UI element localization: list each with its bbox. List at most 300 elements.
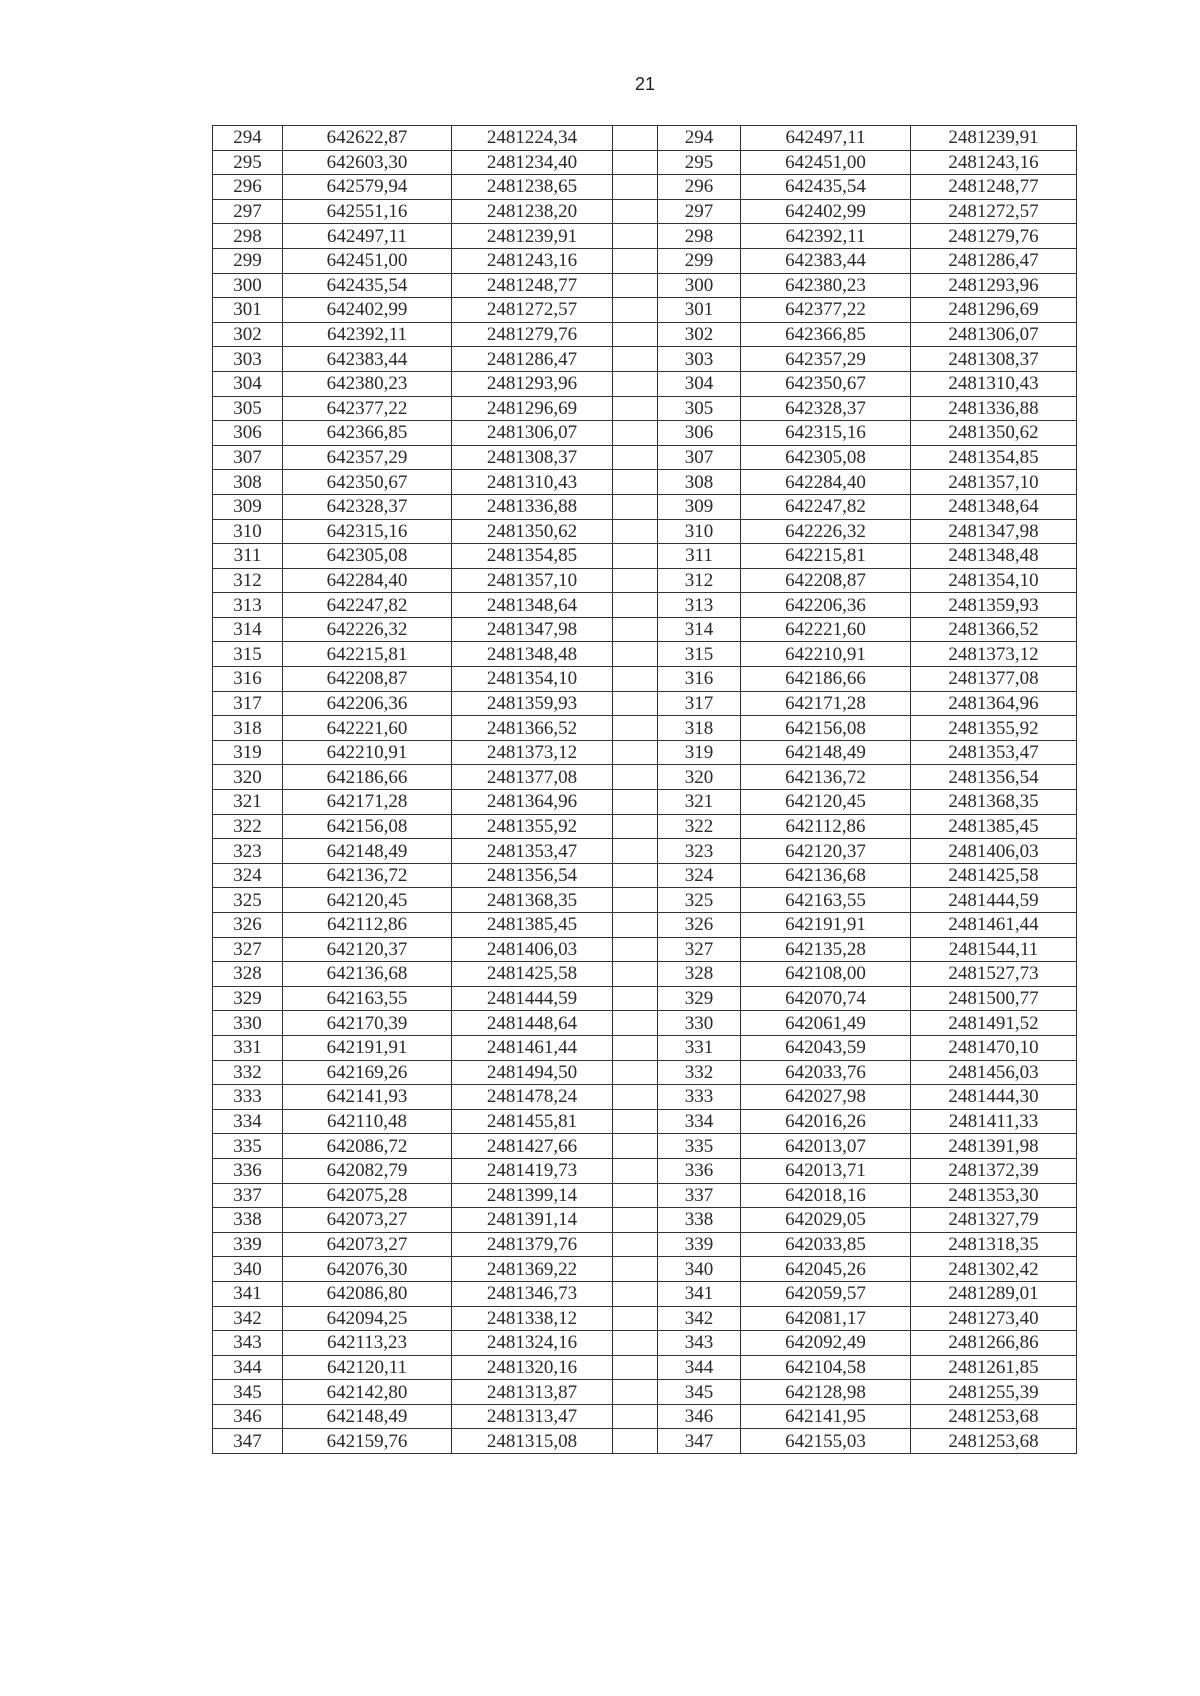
empty-spacer-cell bbox=[613, 1355, 658, 1380]
y-coordinate-left: 2481293,96 bbox=[452, 371, 613, 396]
point-number-right: 303 bbox=[658, 347, 741, 372]
x-coordinate-right: 642081,17 bbox=[741, 1306, 911, 1331]
point-number-left: 316 bbox=[213, 667, 283, 692]
empty-spacer-cell bbox=[613, 913, 658, 938]
point-number-left: 346 bbox=[213, 1404, 283, 1429]
point-number-right: 334 bbox=[658, 1109, 741, 1134]
y-coordinate-left: 2481308,37 bbox=[452, 445, 613, 470]
y-coordinate-right: 2481491,52 bbox=[911, 1011, 1077, 1036]
point-number-right: 302 bbox=[658, 322, 741, 347]
x-coordinate-left: 642377,22 bbox=[283, 396, 452, 421]
table-row bbox=[213, 1331, 1077, 1356]
point-number-left: 331 bbox=[213, 1035, 283, 1060]
point-number-right: 340 bbox=[658, 1257, 741, 1282]
x-coordinate-left: 642142,80 bbox=[283, 1380, 452, 1405]
y-coordinate-left: 2481239,91 bbox=[452, 224, 613, 249]
y-coordinate-left: 2481455,81 bbox=[452, 1109, 613, 1134]
table-row bbox=[213, 544, 1077, 569]
empty-spacer-cell bbox=[613, 519, 658, 544]
table-row bbox=[213, 519, 1077, 544]
x-coordinate-right: 642043,59 bbox=[741, 1035, 911, 1060]
x-coordinate-right: 642186,66 bbox=[741, 667, 911, 692]
y-coordinate-left: 2481238,20 bbox=[452, 199, 613, 224]
y-coordinate-right: 2481350,62 bbox=[911, 421, 1077, 446]
x-coordinate-left: 642156,08 bbox=[283, 814, 452, 839]
empty-spacer-cell bbox=[613, 1429, 658, 1454]
point-number-left: 343 bbox=[213, 1331, 283, 1356]
y-coordinate-right: 2481377,08 bbox=[911, 667, 1077, 692]
empty-spacer-cell bbox=[613, 224, 658, 249]
x-coordinate-left: 642113,23 bbox=[283, 1331, 452, 1356]
y-coordinate-left: 2481425,58 bbox=[452, 962, 613, 987]
table-row bbox=[213, 568, 1077, 593]
y-coordinate-left: 2481385,45 bbox=[452, 913, 613, 938]
point-number-left: 337 bbox=[213, 1183, 283, 1208]
y-coordinate-right: 2481456,03 bbox=[911, 1060, 1077, 1085]
y-coordinate-right: 2481368,35 bbox=[911, 790, 1077, 815]
y-coordinate-left: 2481350,62 bbox=[452, 519, 613, 544]
point-number-right: 322 bbox=[658, 814, 741, 839]
x-coordinate-right: 642357,29 bbox=[741, 347, 911, 372]
point-number-right: 301 bbox=[658, 298, 741, 323]
empty-spacer-cell bbox=[613, 814, 658, 839]
y-coordinate-left: 2481391,14 bbox=[452, 1208, 613, 1233]
point-number-right: 329 bbox=[658, 986, 741, 1011]
point-number-right: 333 bbox=[658, 1085, 741, 1110]
empty-spacer-cell bbox=[613, 962, 658, 987]
y-coordinate-left: 2481427,66 bbox=[452, 1134, 613, 1159]
point-number-right: 342 bbox=[658, 1306, 741, 1331]
table-row bbox=[213, 1158, 1077, 1183]
x-coordinate-left: 642392,11 bbox=[283, 322, 452, 347]
point-number-right: 324 bbox=[658, 863, 741, 888]
y-coordinate-right: 2481302,42 bbox=[911, 1257, 1077, 1282]
y-coordinate-right: 2481243,16 bbox=[911, 150, 1077, 175]
y-coordinate-left: 2481359,93 bbox=[452, 691, 613, 716]
table-row bbox=[213, 199, 1077, 224]
x-coordinate-right: 642380,23 bbox=[741, 273, 911, 298]
y-coordinate-right: 2481348,48 bbox=[911, 544, 1077, 569]
empty-spacer-cell bbox=[613, 371, 658, 396]
x-coordinate-right: 642027,98 bbox=[741, 1085, 911, 1110]
y-coordinate-right: 2481272,57 bbox=[911, 199, 1077, 224]
empty-spacer-cell bbox=[613, 1306, 658, 1331]
y-coordinate-left: 2481272,57 bbox=[452, 298, 613, 323]
empty-spacer-cell bbox=[613, 888, 658, 913]
x-coordinate-right: 642402,99 bbox=[741, 199, 911, 224]
y-coordinate-left: 2481313,87 bbox=[452, 1380, 613, 1405]
x-coordinate-left: 642169,26 bbox=[283, 1060, 452, 1085]
x-coordinate-right: 642141,95 bbox=[741, 1404, 911, 1429]
x-coordinate-right: 642383,44 bbox=[741, 248, 911, 273]
x-coordinate-right: 642247,82 bbox=[741, 494, 911, 519]
y-coordinate-left: 2481348,64 bbox=[452, 593, 613, 618]
x-coordinate-right: 642128,98 bbox=[741, 1380, 911, 1405]
y-coordinate-left: 2481406,03 bbox=[452, 937, 613, 962]
y-coordinate-right: 2481391,98 bbox=[911, 1134, 1077, 1159]
x-coordinate-left: 642328,37 bbox=[283, 494, 452, 519]
x-coordinate-left: 642206,36 bbox=[283, 691, 452, 716]
x-coordinate-right: 642016,26 bbox=[741, 1109, 911, 1134]
table-row bbox=[213, 470, 1077, 495]
table-row bbox=[213, 273, 1077, 298]
point-number-right: 296 bbox=[658, 175, 741, 200]
point-number-left: 296 bbox=[213, 175, 283, 200]
x-coordinate-right: 642156,08 bbox=[741, 716, 911, 741]
table-row bbox=[213, 126, 1077, 151]
x-coordinate-left: 642226,32 bbox=[283, 617, 452, 642]
y-coordinate-right: 2481500,77 bbox=[911, 986, 1077, 1011]
point-number-left: 318 bbox=[213, 716, 283, 741]
empty-spacer-cell bbox=[613, 421, 658, 446]
y-coordinate-left: 2481354,10 bbox=[452, 667, 613, 692]
point-number-left: 320 bbox=[213, 765, 283, 790]
x-coordinate-right: 642061,49 bbox=[741, 1011, 911, 1036]
y-coordinate-right: 2481406,03 bbox=[911, 839, 1077, 864]
table-row bbox=[213, 445, 1077, 470]
x-coordinate-left: 642170,39 bbox=[283, 1011, 452, 1036]
y-coordinate-left: 2481377,08 bbox=[452, 765, 613, 790]
empty-spacer-cell bbox=[613, 347, 658, 372]
point-number-left: 327 bbox=[213, 937, 283, 962]
point-number-right: 323 bbox=[658, 839, 741, 864]
y-coordinate-right: 2481286,47 bbox=[911, 248, 1077, 273]
x-coordinate-left: 642383,44 bbox=[283, 347, 452, 372]
table-row bbox=[213, 913, 1077, 938]
point-number-left: 309 bbox=[213, 494, 283, 519]
point-number-right: 326 bbox=[658, 913, 741, 938]
empty-spacer-cell bbox=[613, 1158, 658, 1183]
point-number-right: 300 bbox=[658, 273, 741, 298]
x-coordinate-left: 642110,48 bbox=[283, 1109, 452, 1134]
point-number-right: 295 bbox=[658, 150, 741, 175]
point-number-left: 311 bbox=[213, 544, 283, 569]
empty-spacer-cell bbox=[613, 740, 658, 765]
x-coordinate-left: 642073,27 bbox=[283, 1232, 452, 1257]
y-coordinate-left: 2481448,64 bbox=[452, 1011, 613, 1036]
x-coordinate-left: 642120,37 bbox=[283, 937, 452, 962]
x-coordinate-right: 642350,67 bbox=[741, 371, 911, 396]
y-coordinate-left: 2481478,24 bbox=[452, 1085, 613, 1110]
empty-spacer-cell bbox=[613, 1257, 658, 1282]
table-row bbox=[213, 962, 1077, 987]
page-number: 21 bbox=[634, 74, 656, 94]
table-row bbox=[213, 1109, 1077, 1134]
x-coordinate-right: 642033,85 bbox=[741, 1232, 911, 1257]
point-number-left: 342 bbox=[213, 1306, 283, 1331]
x-coordinate-left: 642579,94 bbox=[283, 175, 452, 200]
point-number-left: 333 bbox=[213, 1085, 283, 1110]
y-coordinate-left: 2481364,96 bbox=[452, 790, 613, 815]
x-coordinate-right: 642108,00 bbox=[741, 962, 911, 987]
table-row bbox=[213, 691, 1077, 716]
y-coordinate-right: 2481425,58 bbox=[911, 863, 1077, 888]
point-number-left: 297 bbox=[213, 199, 283, 224]
point-number-right: 331 bbox=[658, 1035, 741, 1060]
y-coordinate-right: 2481411,33 bbox=[911, 1109, 1077, 1134]
point-number-left: 304 bbox=[213, 371, 283, 396]
empty-spacer-cell bbox=[613, 1085, 658, 1110]
y-coordinate-right: 2481444,30 bbox=[911, 1085, 1077, 1110]
table-row bbox=[213, 175, 1077, 200]
y-coordinate-left: 2481399,14 bbox=[452, 1183, 613, 1208]
x-coordinate-left: 642171,28 bbox=[283, 790, 452, 815]
table-row bbox=[213, 248, 1077, 273]
x-coordinate-left: 642159,76 bbox=[283, 1429, 452, 1454]
y-coordinate-left: 2481347,98 bbox=[452, 617, 613, 642]
x-coordinate-right: 642284,40 bbox=[741, 470, 911, 495]
point-number-left: 345 bbox=[213, 1380, 283, 1405]
empty-spacer-cell bbox=[613, 863, 658, 888]
point-number-right: 312 bbox=[658, 568, 741, 593]
y-coordinate-left: 2481286,47 bbox=[452, 347, 613, 372]
y-coordinate-right: 2481248,77 bbox=[911, 175, 1077, 200]
y-coordinate-right: 2481253,68 bbox=[911, 1429, 1077, 1454]
empty-spacer-cell bbox=[613, 986, 658, 1011]
x-coordinate-right: 642221,60 bbox=[741, 617, 911, 642]
x-coordinate-right: 642092,49 bbox=[741, 1331, 911, 1356]
empty-spacer-cell bbox=[613, 1134, 658, 1159]
point-number-left: 299 bbox=[213, 248, 283, 273]
table-row bbox=[213, 371, 1077, 396]
y-coordinate-left: 2481320,16 bbox=[452, 1355, 613, 1380]
x-coordinate-right: 642018,16 bbox=[741, 1183, 911, 1208]
y-coordinate-left: 2481373,12 bbox=[452, 740, 613, 765]
y-coordinate-right: 2481353,30 bbox=[911, 1183, 1077, 1208]
table-row bbox=[213, 1355, 1077, 1380]
point-number-left: 307 bbox=[213, 445, 283, 470]
table-row bbox=[213, 593, 1077, 618]
y-coordinate-right: 2481373,12 bbox=[911, 642, 1077, 667]
empty-spacer-cell bbox=[613, 1011, 658, 1036]
table-row bbox=[213, 1306, 1077, 1331]
table-row bbox=[213, 839, 1077, 864]
x-coordinate-right: 642155,03 bbox=[741, 1429, 911, 1454]
empty-spacer-cell bbox=[613, 1060, 658, 1085]
empty-spacer-cell bbox=[613, 667, 658, 692]
empty-spacer-cell bbox=[613, 1035, 658, 1060]
point-number-right: 343 bbox=[658, 1331, 741, 1356]
y-coordinate-left: 2481368,35 bbox=[452, 888, 613, 913]
point-number-left: 338 bbox=[213, 1208, 283, 1233]
point-number-right: 315 bbox=[658, 642, 741, 667]
y-coordinate-left: 2481379,76 bbox=[452, 1232, 613, 1257]
table-row bbox=[213, 1380, 1077, 1405]
y-coordinate-left: 2481224,34 bbox=[452, 126, 613, 151]
y-coordinate-left: 2481444,59 bbox=[452, 986, 613, 1011]
x-coordinate-left: 642208,87 bbox=[283, 667, 452, 692]
y-coordinate-right: 2481356,54 bbox=[911, 765, 1077, 790]
empty-spacer-cell bbox=[613, 494, 658, 519]
point-number-left: 306 bbox=[213, 421, 283, 446]
x-coordinate-right: 642377,22 bbox=[741, 298, 911, 323]
point-number-left: 321 bbox=[213, 790, 283, 815]
x-coordinate-left: 642247,82 bbox=[283, 593, 452, 618]
table-row bbox=[213, 642, 1077, 667]
x-coordinate-left: 642120,11 bbox=[283, 1355, 452, 1380]
x-coordinate-right: 642059,57 bbox=[741, 1281, 911, 1306]
empty-spacer-cell bbox=[613, 765, 658, 790]
x-coordinate-right: 642305,08 bbox=[741, 445, 911, 470]
y-coordinate-left: 2481346,73 bbox=[452, 1281, 613, 1306]
point-number-right: 346 bbox=[658, 1404, 741, 1429]
point-number-left: 322 bbox=[213, 814, 283, 839]
y-coordinate-right: 2481279,76 bbox=[911, 224, 1077, 249]
x-coordinate-left: 642402,99 bbox=[283, 298, 452, 323]
point-number-left: 344 bbox=[213, 1355, 283, 1380]
y-coordinate-right: 2481310,43 bbox=[911, 371, 1077, 396]
point-number-left: 310 bbox=[213, 519, 283, 544]
empty-spacer-cell bbox=[613, 568, 658, 593]
y-coordinate-right: 2481266,86 bbox=[911, 1331, 1077, 1356]
table-row bbox=[213, 986, 1077, 1011]
point-number-left: 334 bbox=[213, 1109, 283, 1134]
x-coordinate-left: 642148,49 bbox=[283, 839, 452, 864]
empty-spacer-cell bbox=[613, 470, 658, 495]
x-coordinate-right: 642136,72 bbox=[741, 765, 911, 790]
x-coordinate-left: 642497,11 bbox=[283, 224, 452, 249]
x-coordinate-right: 642435,54 bbox=[741, 175, 911, 200]
table-row bbox=[213, 790, 1077, 815]
point-number-left: 336 bbox=[213, 1158, 283, 1183]
x-coordinate-right: 642112,86 bbox=[741, 814, 911, 839]
x-coordinate-left: 642305,08 bbox=[283, 544, 452, 569]
x-coordinate-right: 642208,87 bbox=[741, 568, 911, 593]
point-number-right: 337 bbox=[658, 1183, 741, 1208]
empty-spacer-cell bbox=[613, 1380, 658, 1405]
point-number-right: 308 bbox=[658, 470, 741, 495]
table-row bbox=[213, 347, 1077, 372]
empty-spacer-cell bbox=[613, 1281, 658, 1306]
y-coordinate-right: 2481253,68 bbox=[911, 1404, 1077, 1429]
x-coordinate-left: 642073,27 bbox=[283, 1208, 452, 1233]
table-row bbox=[213, 421, 1077, 446]
point-number-right: 330 bbox=[658, 1011, 741, 1036]
x-coordinate-left: 642215,81 bbox=[283, 642, 452, 667]
x-coordinate-left: 642112,86 bbox=[283, 913, 452, 938]
y-coordinate-left: 2481296,69 bbox=[452, 396, 613, 421]
y-coordinate-left: 2481248,77 bbox=[452, 273, 613, 298]
table-row bbox=[213, 1404, 1077, 1429]
point-number-right: 347 bbox=[658, 1429, 741, 1454]
y-coordinate-left: 2481279,76 bbox=[452, 322, 613, 347]
empty-spacer-cell bbox=[613, 617, 658, 642]
y-coordinate-right: 2481293,96 bbox=[911, 273, 1077, 298]
table-row bbox=[213, 298, 1077, 323]
point-number-left: 340 bbox=[213, 1257, 283, 1282]
x-coordinate-right: 642148,49 bbox=[741, 740, 911, 765]
point-number-right: 332 bbox=[658, 1060, 741, 1085]
empty-spacer-cell bbox=[613, 937, 658, 962]
x-coordinate-left: 642076,30 bbox=[283, 1257, 452, 1282]
y-coordinate-left: 2481494,50 bbox=[452, 1060, 613, 1085]
x-coordinate-right: 642013,07 bbox=[741, 1134, 911, 1159]
x-coordinate-left: 642380,23 bbox=[283, 371, 452, 396]
x-coordinate-left: 642315,16 bbox=[283, 519, 452, 544]
point-number-right: 316 bbox=[658, 667, 741, 692]
x-coordinate-right: 642120,45 bbox=[741, 790, 911, 815]
y-coordinate-right: 2481336,88 bbox=[911, 396, 1077, 421]
table-row bbox=[213, 150, 1077, 175]
x-coordinate-left: 642221,60 bbox=[283, 716, 452, 741]
empty-spacer-cell bbox=[613, 199, 658, 224]
point-number-right: 345 bbox=[658, 1380, 741, 1405]
point-number-right: 306 bbox=[658, 421, 741, 446]
y-coordinate-left: 2481354,85 bbox=[452, 544, 613, 569]
point-number-left: 319 bbox=[213, 740, 283, 765]
point-number-right: 327 bbox=[658, 937, 741, 962]
point-number-left: 295 bbox=[213, 150, 283, 175]
x-coordinate-left: 642366,85 bbox=[283, 421, 452, 446]
y-coordinate-left: 2481306,07 bbox=[452, 421, 613, 446]
x-coordinate-right: 642171,28 bbox=[741, 691, 911, 716]
point-number-left: 332 bbox=[213, 1060, 283, 1085]
table-row bbox=[213, 1208, 1077, 1233]
table-row bbox=[213, 1257, 1077, 1282]
x-coordinate-left: 642136,72 bbox=[283, 863, 452, 888]
y-coordinate-right: 2481273,40 bbox=[911, 1306, 1077, 1331]
table-row bbox=[213, 1011, 1077, 1036]
x-coordinate-right: 642135,28 bbox=[741, 937, 911, 962]
y-coordinate-left: 2481357,10 bbox=[452, 568, 613, 593]
x-coordinate-left: 642622,87 bbox=[283, 126, 452, 151]
empty-spacer-cell bbox=[613, 1208, 658, 1233]
x-coordinate-left: 642120,45 bbox=[283, 888, 452, 913]
empty-spacer-cell bbox=[613, 544, 658, 569]
y-coordinate-left: 2481353,47 bbox=[452, 839, 613, 864]
table-row bbox=[213, 937, 1077, 962]
x-coordinate-right: 642366,85 bbox=[741, 322, 911, 347]
y-coordinate-left: 2481336,88 bbox=[452, 494, 613, 519]
empty-spacer-cell bbox=[613, 1232, 658, 1257]
x-coordinate-left: 642357,29 bbox=[283, 445, 452, 470]
empty-spacer-cell bbox=[613, 642, 658, 667]
point-number-left: 323 bbox=[213, 839, 283, 864]
x-coordinate-left: 642086,80 bbox=[283, 1281, 452, 1306]
x-coordinate-right: 642163,55 bbox=[741, 888, 911, 913]
point-number-right: 321 bbox=[658, 790, 741, 815]
y-coordinate-right: 2481348,64 bbox=[911, 494, 1077, 519]
x-coordinate-left: 642191,91 bbox=[283, 1035, 452, 1060]
y-coordinate-right: 2481306,07 bbox=[911, 322, 1077, 347]
point-number-right: 294 bbox=[658, 126, 741, 151]
point-number-right: 297 bbox=[658, 199, 741, 224]
point-number-right: 341 bbox=[658, 1281, 741, 1306]
table-row bbox=[213, 1281, 1077, 1306]
point-number-right: 298 bbox=[658, 224, 741, 249]
point-number-right: 305 bbox=[658, 396, 741, 421]
y-coordinate-right: 2481385,45 bbox=[911, 814, 1077, 839]
empty-spacer-cell bbox=[613, 322, 658, 347]
x-coordinate-right: 642328,37 bbox=[741, 396, 911, 421]
table-row bbox=[213, 1085, 1077, 1110]
coordinates-table bbox=[212, 125, 1077, 1454]
point-number-left: 329 bbox=[213, 986, 283, 1011]
table-row bbox=[213, 716, 1077, 741]
x-coordinate-left: 642141,93 bbox=[283, 1085, 452, 1110]
y-coordinate-right: 2481372,39 bbox=[911, 1158, 1077, 1183]
point-number-left: 305 bbox=[213, 396, 283, 421]
empty-spacer-cell bbox=[613, 1109, 658, 1134]
y-coordinate-left: 2481310,43 bbox=[452, 470, 613, 495]
point-number-right: 325 bbox=[658, 888, 741, 913]
point-number-left: 315 bbox=[213, 642, 283, 667]
table-row bbox=[213, 322, 1077, 347]
table-row bbox=[213, 1183, 1077, 1208]
point-number-left: 313 bbox=[213, 593, 283, 618]
x-coordinate-left: 642094,25 bbox=[283, 1306, 452, 1331]
table-row bbox=[213, 888, 1077, 913]
